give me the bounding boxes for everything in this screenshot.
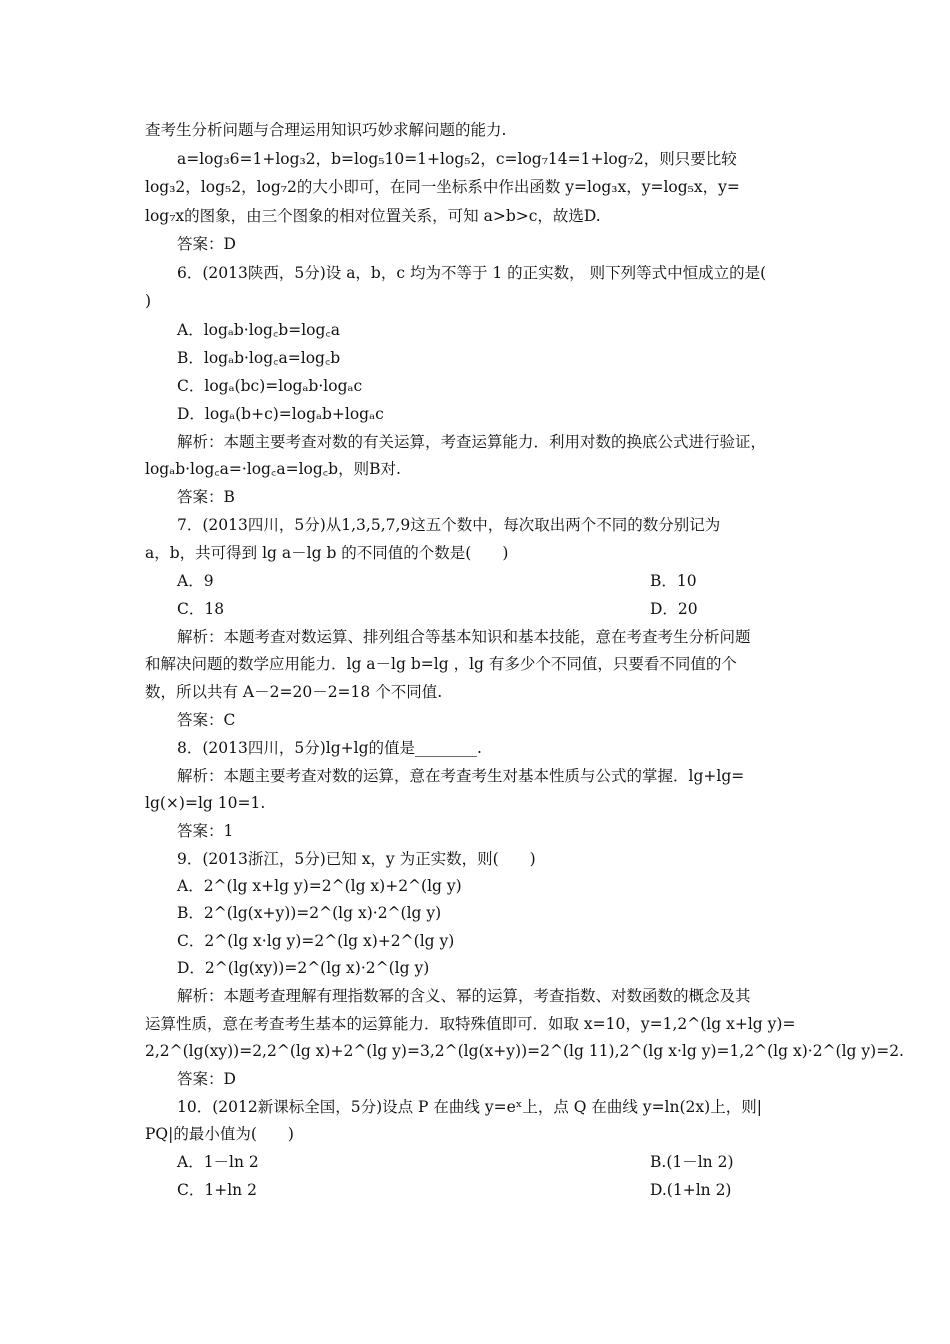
text-line: a，b，共可得到 lg a－lg b 的不同值的个数是( ) <box>145 544 509 562</box>
question-7: 7．(2013四川，5分)从1,3,5,7,9这五个数中，每次取出两个不同的数分别记为 <box>177 516 721 534</box>
option-a: A．1－ln 2 <box>177 1153 259 1171</box>
option-d: D．2^(lg(xy))=2^(lg x)·2^(lg y) <box>177 959 430 977</box>
answer-line: 答案：B <box>177 488 235 506</box>
text-line: 查考生分析问题与合理运用知识巧妙求解问题的能力. <box>145 121 507 139</box>
text-line: log₃2，log₅2，log₇2的大小即可，在同一坐标系中作出函数 y=log₃x，y=log₅x，y= <box>145 178 740 196</box>
solution-line: 解析：本题考查理解有理指数幂的含义、幂的运算，考查指数、对数函数的概念及其 <box>177 987 751 1005</box>
option-b: B．10 <box>650 572 697 590</box>
answer-line: 答案：1 <box>177 822 234 840</box>
option-b: B．logₐb·log꜀a=log꜀b <box>177 349 341 367</box>
text-line: 数，所以共有 A－2=20－2=18 个不同值. <box>145 683 443 701</box>
option-b: B．2^(lg(x+y))=2^(lg x)·2^(lg y) <box>177 904 442 922</box>
answer-line: 答案：C <box>177 711 236 729</box>
option-c: C．2^(lg x·lg y)=2^(lg x)+2^(lg y) <box>177 932 455 950</box>
text-line: lg(×)=lg 10=1. <box>145 794 266 812</box>
option-row <box>177 1152 847 1172</box>
option-d: D.(1+ln 2) <box>650 1181 732 1199</box>
solution-line: 解析：本题考查对数运算、排列组合等基本知识和基本技能，意在考查考生分析问题 <box>177 628 751 646</box>
text-line: ) <box>145 292 152 310</box>
answer-line: 答案：D <box>177 1070 236 1088</box>
solution-line: 解析：本题主要考查对数的运算，意在考查考生对基本性质与公式的掌握．lg+lg= <box>177 767 745 785</box>
option-c: C．1+ln 2 <box>177 1181 257 1199</box>
text-line: 2,2^(lg(xy))=2,2^(lg x)+2^(lg y)=3,2^(lg(x+y))=2^(lg 11),2^(lg x·lg y)=1,2^(lg x)·2^(lg y)=2. <box>145 1042 904 1060</box>
question-6: 6．(2013陕西，5分)设 a，b，c 均为不等于 1 的正实数， 则下列等式中恒成立的是( <box>177 264 767 282</box>
option-a: A．2^(lg x+lg y)=2^(lg x)+2^(lg y) <box>177 877 462 895</box>
answer-line: 答案：D <box>177 235 236 253</box>
text-line: 运算性质，意在考查考生基本的运算能力．取特殊值即可．如取 x=10，y=1,2^(lg x+lg y)= <box>145 1015 796 1033</box>
text-line: log₇x的图象，由三个图象的相对位置关系，可知 a>b>c，故选D. <box>145 207 601 225</box>
option-c: C．18 <box>177 600 225 618</box>
question-9: 9．(2013浙江，5分)已知 x，y 为正实数，则( ) <box>177 850 536 868</box>
text-line: a=log₃6=1+log₃2，b=log₅10=1+log₅2，c=log₇14=1+log₇2，则只要比较 <box>177 150 737 168</box>
option-row <box>177 571 847 591</box>
option-d: D．logₐ(b+c)=logₐb+logₐc <box>177 405 384 423</box>
option-d: D．20 <box>650 600 698 618</box>
text-line: logₐb·log꜀a=·log꜀a=log꜀b，则B对. <box>145 460 401 478</box>
question-8: 8．(2013四川，5分)lg+lg的值是________. <box>177 739 482 757</box>
option-a: A．9 <box>177 572 214 590</box>
option-a: A．logₐb·log꜀b=log꜀a <box>177 321 341 339</box>
solution-line: 解析：本题主要考查对数的有关运算，考查运算能力．利用对数的换底公式进行验证， <box>177 433 767 451</box>
option-row <box>177 1180 847 1200</box>
text-line: 和解决问题的数学应用能力．lg a－lg b=lg ，lg 有多少个不同值，只要看不同值的个 <box>145 655 737 673</box>
option-b: B.(1－ln 2) <box>650 1153 734 1171</box>
option-row <box>177 599 847 619</box>
option-c: C．logₐ(bc)=logₐb·logₐc <box>177 377 363 395</box>
question-10: 10．(2012新课标全国，5分)设点 P 在曲线 y=eˣ上，点 Q 在曲线 y=ln(2x)上，则| <box>177 1098 762 1116</box>
text-line: PQ|的最小值为( ) <box>145 1125 294 1143</box>
